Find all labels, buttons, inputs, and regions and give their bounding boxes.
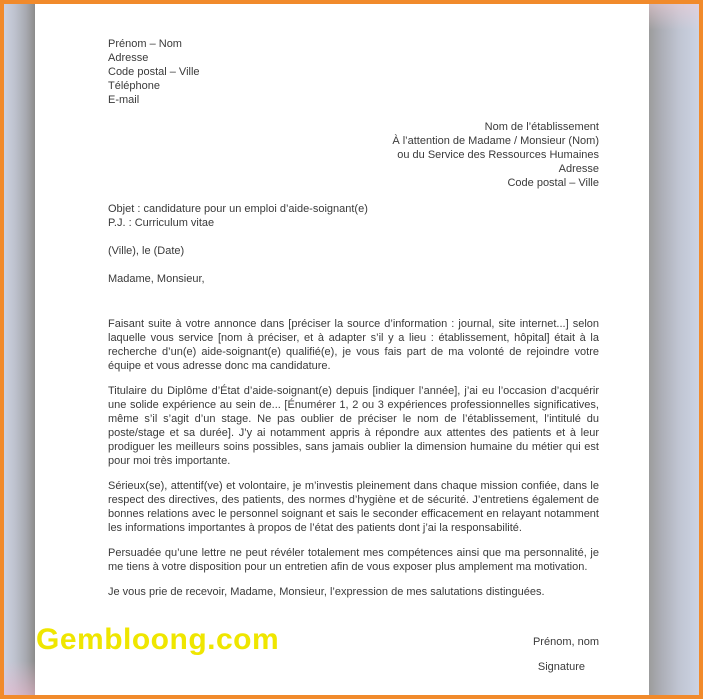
body-paragraph: Titulaire du Diplôme d’État d’aide-soignant(e) depuis [indiquer l’année], j’ai eu l’occasion d’acquérir une solide expérience au sein de... [Énumérer 1, 2 ou 3 expériences professionnelles significatives, même s’il s’agit d’un stage. Ne pas oublier de préciser le nom de l’établissement, l’intitulé du poste/stage et sa durée]. J’y ai notamment appris à répondre aux attentes des patients et à leur prodiguer les meilleurs soins possibles, sans jamais oublier la dimension humaine du métier qui est pour moi très importante. — [108, 385, 599, 467]
sender-line: Code postal – Ville — [108, 66, 200, 78]
subject-block — [108, 202, 599, 230]
signature-label: Signature — [537, 661, 585, 673]
left-page-edge — [4, 4, 35, 695]
date-line: (Ville), le (Date) — [108, 245, 185, 257]
sender-address-block — [108, 37, 599, 107]
recipient-line: Code postal – Ville — [507, 177, 599, 189]
signature-name: Prénom, nom — [532, 636, 599, 648]
sender-line: Téléphone — [108, 80, 160, 92]
sender-line: E-mail — [108, 94, 140, 106]
salutation: Madame, Monsieur, — [108, 273, 205, 285]
recipient-line: Adresse — [558, 163, 599, 175]
recipient-line: À l’attention de Madame / Monsieur (Nom) — [392, 135, 599, 147]
recipient-line: Nom de l’établissement — [484, 121, 599, 133]
sender-line: Adresse — [108, 52, 149, 64]
recipient-line: ou du Service des Ressources Humaines — [397, 149, 599, 161]
body-paragraph: Persuadée qu’une lettre ne peut révéler totalement mes compétences ainsi que ma personnalité, je me tiens à votre disposition pour un entretien afin de vous exposer plus amplement ma motivation. — [108, 547, 599, 573]
subject-line: Objet : candidature pour un emploi d’aide-soignant(e) — [108, 203, 368, 215]
watermark-gembloong: Gembloong.com — [36, 623, 280, 656]
body-paragraph: Faisant suite à votre annonce dans [préciser la source d’information : journal, site internet...] selon laquelle vous service [nom à préciser, et à adapter s’il y a lieu : établissement, hôpital] était à la recherche d’un(e) aide-soignant(e) qualifié(e), je vous fais part de ma volonté de rejoindre votre équipe et vous adresse donc ma candidature. — [108, 318, 599, 372]
body-paragraph: Sérieux(se), attentif(ve) et volontaire, je m’investis pleinement dans chaque mission confiée, dans le respect des directives, des patients, des normes d’hygiène et de sécurité. J’entretiens également de bonnes relations avec le personnel soignant et sais le seconder efficacement en relayant notamment les informations importantes à propos de l’état des patients dont j’ai la responsabilité. — [108, 480, 599, 534]
right-page-edge — [649, 4, 699, 695]
enclosure-line: P.J. : Curriculum vitae — [108, 217, 215, 229]
body-paragraph: Je vous prie de recevoir, Madame, Monsieur, l’expression de mes salutations distinguées. — [108, 586, 545, 598]
letter-page — [35, 4, 649, 695]
letter-body — [108, 317, 599, 599]
sender-line: Prénom – Nom — [108, 38, 182, 50]
recipient-address-block — [108, 120, 599, 190]
